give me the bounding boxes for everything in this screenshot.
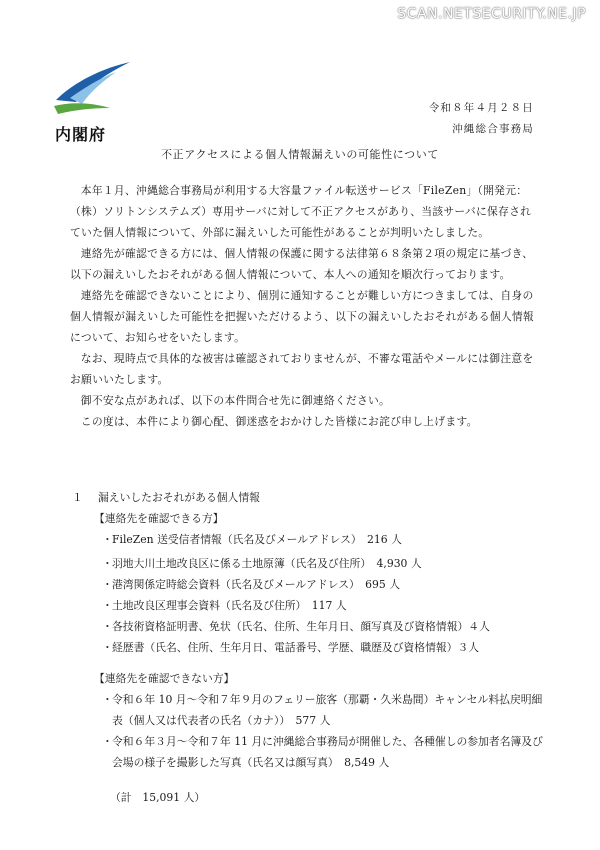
list-item: ・ 港湾関係定時総会資料（氏名及びメールアドレス） 695 人 xyxy=(102,574,550,595)
section-heading xyxy=(70,487,550,508)
paragraph-2: 連絡先が確認できる方には、個人情報の保護に関する法律第６８条第２項の規定に基づき、以下の漏えいしたおそれがある個人情報について、本人への通知を順次行っております。 xyxy=(70,247,534,281)
paragraph-4: なお、現時点で具体的な被害は確認されておりませんが、不審な電話やメールには御注意をお願いいたします。 xyxy=(70,352,534,386)
issue-date: 令和８年４月２８日 xyxy=(428,102,534,114)
paragraph-6: この度は、本件により御心配、御迷惑をおかけした皆様にお詫び申し上げます。 xyxy=(80,415,478,428)
agency-name: 内閣府 xyxy=(55,125,107,144)
watermark: SCAN.NETSECURITY.NE.JP xyxy=(397,6,586,22)
bullet-icon: ・ xyxy=(102,620,113,633)
list-item: ・ 土地改良区理事会資料（氏名及び住所） 117 人 xyxy=(102,595,550,616)
unconfirmed-heading: 【連絡先を確認できない方】 xyxy=(94,672,235,685)
unconfirmed-list xyxy=(102,689,550,773)
bullet-icon: ・ xyxy=(102,641,113,654)
paragraph-3: 連絡先を確認できないことにより、個別に通知することが難しい方につきましては、自身の個人情報が漏えいした可能性を把握いただけるよう、以下の漏えいしたおそれがある個人情報について、お知らせをいたします。 xyxy=(70,289,534,344)
list-item: ・ FileZen 送受信者情報（氏名及びメールアドレス） 216 人 xyxy=(102,529,550,550)
bullet-icon: ・ xyxy=(102,599,113,612)
bullet-icon: ・ xyxy=(102,693,113,706)
logo-mark-icon xyxy=(50,58,140,128)
section-title: 漏えいしたおそれがある個人情報 xyxy=(98,491,260,504)
confirmed-list xyxy=(102,529,550,658)
issuer-name: 沖縄総合事務局 xyxy=(452,123,534,135)
section-number: １ xyxy=(72,491,83,504)
paragraph-5: 御不安な点があれば、以下の本件問合せ先に御連絡ください。 xyxy=(80,394,391,407)
confirmed-contacts-block xyxy=(94,508,550,773)
bullet-icon: ・ xyxy=(102,578,113,591)
date-block xyxy=(429,98,534,140)
body-paragraphs xyxy=(70,180,540,432)
confirmed-heading: 【連絡先を確認できる方】 xyxy=(94,512,224,525)
list-item: ・ 令和６年 10 月～令和７年９月のフェリー旅客（那覇・久米島間）キャンセル料払戻明細表（個人又は代表者の氏名（カナ）） 577 人 xyxy=(102,689,550,731)
list-item: ・ 経歴書（氏名、住所、生年月日、電話番号、学歴、職歴及び資格情報）３人 xyxy=(102,637,550,658)
paragraph-1: 本年１月、沖縄総合事務局が利用する大容量ファイル転送サービス「FileZen」（開発元：（株）ソリトンシステムズ）専用サーバに対して不正アクセスがあり、当該サーバに保存されていた個人情報について、外部に漏えいした可能性があることが判明いたしました。 xyxy=(70,184,532,239)
list-item: ・ 羽地大川土地改良区に係る土地原簿（氏名及び住所） 4,930 人 xyxy=(102,553,550,574)
leaked-info-section xyxy=(70,487,550,808)
document-title: 不正アクセスによる個人情報漏えいの可能性について xyxy=(161,148,439,161)
list-item: ・ 令和６年３月～令和７年 11 月に沖縄総合事務局が開催した、各種催しの参加者名簿及び会場の様子を撮影した写真（氏名又は顔写真） 8,549 人 xyxy=(102,731,550,773)
total-count: （計 15,091 人） xyxy=(110,791,206,804)
bullet-icon: ・ xyxy=(102,735,113,748)
list-item: ・ 各技術資格証明書、免状（氏名、住所、生年月日、顔写真及び資格情報）４人 xyxy=(102,616,550,637)
bullet-icon: ・ xyxy=(102,557,113,570)
bullet-icon: ・ xyxy=(102,533,113,546)
